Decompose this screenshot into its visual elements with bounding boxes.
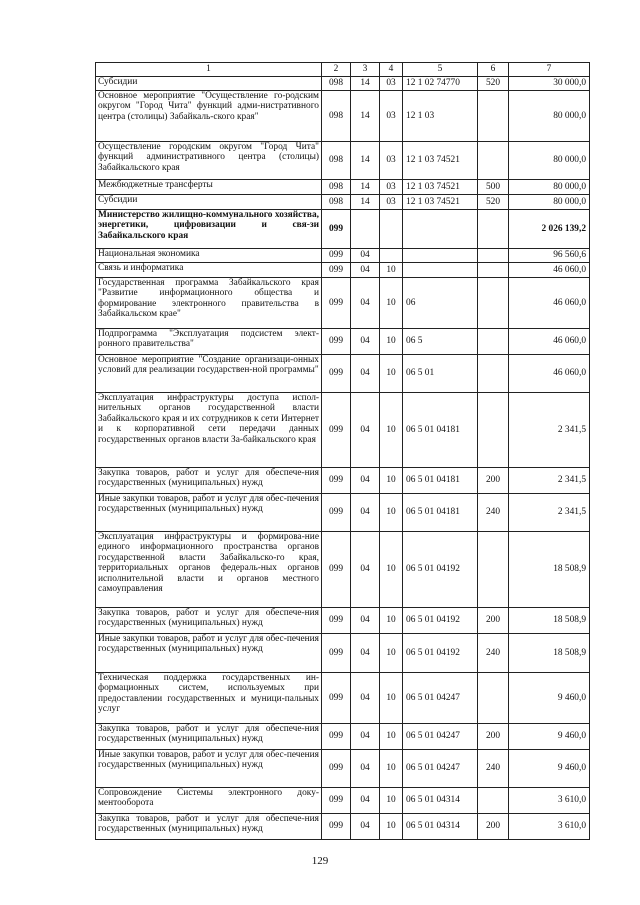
cell-expense-type	[478, 91, 509, 142]
table-row	[96, 210, 590, 249]
cell-section-code: 04	[351, 263, 380, 278]
cell-expense-type	[478, 788, 509, 814]
column-header: 5	[403, 63, 478, 77]
cell-expense-type	[478, 249, 509, 263]
cell-target-code: 06 5 01 04192	[403, 532, 478, 608]
cell-section-code: 04	[351, 468, 380, 494]
cell-ministry-code: 099	[322, 278, 351, 329]
cell-ministry-code: 098	[322, 180, 351, 195]
cell-amount: 9 460,0	[509, 750, 590, 788]
cell-subsection-code: 10	[380, 724, 403, 750]
row-name: Основное мероприятие "Создание организаци-онных условий для реализации государствен-ной программы"	[96, 355, 322, 393]
cell-section-code: 14	[351, 91, 380, 142]
cell-amount: 2 341,5	[509, 468, 590, 494]
cell-amount: 3 610,0	[509, 788, 590, 814]
row-name: Подпрограмма "Эксплуатация подсистем элект-ронного правительства"	[96, 329, 322, 355]
cell-ministry-code: 098	[322, 195, 351, 210]
cell-amount: 9 460,0	[509, 724, 590, 750]
row-name: Межбюджетные трансферты	[96, 180, 322, 195]
cell-subsection-code: 10	[380, 263, 403, 278]
cell-ministry-code: 099	[322, 724, 351, 750]
cell-ministry-code: 099	[322, 608, 351, 634]
cell-expense-type: 200	[478, 814, 509, 840]
cell-target-code: 06 5 01 04314	[403, 814, 478, 840]
table-row	[96, 142, 590, 180]
cell-subsection-code: 10	[380, 494, 403, 532]
cell-ministry-code: 099	[322, 210, 351, 249]
cell-ministry-code: 099	[322, 532, 351, 608]
row-name: Субсидии	[96, 77, 322, 91]
cell-target-code: 12 1 03	[403, 91, 478, 142]
cell-section-code: 04	[351, 532, 380, 608]
cell-target-code: 12 1 02 74770	[403, 77, 478, 91]
cell-ministry-code: 099	[322, 634, 351, 673]
cell-ministry-code: 099	[322, 249, 351, 263]
cell-expense-type: 500	[478, 180, 509, 195]
cell-amount: 18 508,9	[509, 634, 590, 673]
row-name: Эксплуатация инфраструктуры и формирова-ние единого информационного пространства органов государственной власти Забайкальско-го края, территориальных органов федераль-ных органов исполнительной власти и органов местного самоуправления	[96, 532, 322, 608]
cell-amount: 46 060,0	[509, 263, 590, 278]
row-name: Иные закупки товаров, работ и услуг для обес-печения государственных (муниципальных) нужд	[96, 750, 322, 788]
row-name: Государственная программа Забайкальского края "Развитие информационного общества и формирование электронного правительства в Забайкальском крае"	[96, 278, 322, 329]
cell-section-code: 04	[351, 788, 380, 814]
cell-target-code: 06 5 01	[403, 355, 478, 393]
row-name: Связь и информатика	[96, 263, 322, 278]
cell-section-code: 04	[351, 608, 380, 634]
cell-amount: 3 610,0	[509, 814, 590, 840]
row-name: Осуществление городским округом "Город Чита" функций административного центра (столицы) Забайкальского края	[96, 142, 322, 180]
table-row	[96, 788, 590, 814]
table-row	[96, 180, 590, 195]
cell-ministry-code: 099	[322, 814, 351, 840]
row-name: Эксплуатация инфраструктуры доступа испол-нительных органов государственной власти Забайкальского края и их сотрудников к сети Интернет и к корпоративной сети передачи данных государственных органов власти За-байкальского края	[96, 393, 322, 468]
budget-table-page	[95, 62, 589, 840]
cell-target-code: 12 1 03 74521	[403, 195, 478, 210]
column-header: 6	[478, 63, 509, 77]
cell-target-code: 06 5 01 04181	[403, 468, 478, 494]
cell-subsection-code: 03	[380, 91, 403, 142]
cell-expense-type	[478, 673, 509, 724]
table-row	[96, 494, 590, 532]
row-name: Закупка товаров, работ и услуг для обеспече-ния государственных (муниципальных) нужд	[96, 468, 322, 494]
cell-section-code: 04	[351, 750, 380, 788]
cell-section-code: 04	[351, 634, 380, 673]
cell-section-code: 04	[351, 393, 380, 468]
row-name: Иные закупки товаров, работ и услуг для обес-печения государственных (муниципальных) нужд	[96, 494, 322, 532]
cell-section-code	[351, 210, 380, 249]
column-header: 7	[509, 63, 590, 77]
cell-ministry-code: 099	[322, 673, 351, 724]
row-name: Закупка товаров, работ и услуг для обеспече-ния государственных (муниципальных) нужд	[96, 724, 322, 750]
table-row	[96, 91, 590, 142]
cell-target-code: 06 5 01 04192	[403, 634, 478, 673]
cell-subsection-code: 10	[380, 750, 403, 788]
cell-expense-type	[478, 532, 509, 608]
cell-ministry-code: 099	[322, 750, 351, 788]
cell-target-code: 12 1 03 74521	[403, 142, 478, 180]
cell-ministry-code: 099	[322, 468, 351, 494]
cell-amount: 80 000,0	[509, 91, 590, 142]
cell-expense-type	[478, 278, 509, 329]
cell-amount: 80 000,0	[509, 195, 590, 210]
cell-section-code: 14	[351, 142, 380, 180]
cell-subsection-code: 03	[380, 77, 403, 91]
cell-ministry-code: 098	[322, 142, 351, 180]
cell-amount: 80 000,0	[509, 180, 590, 195]
cell-subsection-code: 03	[380, 142, 403, 180]
cell-target-code: 06 5 01 04181	[403, 494, 478, 532]
budget-table	[95, 62, 590, 840]
cell-expense-type: 520	[478, 195, 509, 210]
cell-target-code: 12 1 03 74521	[403, 180, 478, 195]
cell-section-code: 14	[351, 180, 380, 195]
cell-target-code	[403, 263, 478, 278]
cell-subsection-code: 10	[380, 608, 403, 634]
cell-section-code: 14	[351, 195, 380, 210]
cell-target-code: 06 5 01 04192	[403, 608, 478, 634]
cell-ministry-code: 099	[322, 355, 351, 393]
table-row	[96, 249, 590, 263]
cell-expense-type: 240	[478, 750, 509, 788]
cell-section-code: 04	[351, 814, 380, 840]
cell-amount: 46 060,0	[509, 329, 590, 355]
column-header: 3	[351, 63, 380, 77]
cell-subsection-code: 10	[380, 355, 403, 393]
cell-section-code: 04	[351, 355, 380, 393]
row-name: Закупка товаров, работ и услуг для обеспече-ния государственных (муниципальных) нужд	[96, 608, 322, 634]
cell-expense-type	[478, 210, 509, 249]
cell-amount: 18 508,9	[509, 608, 590, 634]
cell-expense-type: 200	[478, 608, 509, 634]
table-row	[96, 263, 590, 278]
cell-amount: 46 060,0	[509, 355, 590, 393]
table-row	[96, 724, 590, 750]
table-row	[96, 750, 590, 788]
column-header: 1	[96, 63, 322, 77]
cell-subsection-code: 10	[380, 673, 403, 724]
table-row	[96, 608, 590, 634]
table-row	[96, 355, 590, 393]
cell-target-code: 06 5 01 04247	[403, 724, 478, 750]
row-name: Закупка товаров, работ и услуг для обеспече-ния государственных (муниципальных) нужд	[96, 814, 322, 840]
cell-section-code: 14	[351, 77, 380, 91]
cell-expense-type	[478, 329, 509, 355]
row-name: Техническая поддержка государственных ин-формационных систем, используемых при предоставлении государственных и муници-пальных услуг	[96, 673, 322, 724]
row-name: Национальная экономика	[96, 249, 322, 263]
row-name: Министерство жилищно-коммунального хозяйства, энергетики, цифровизации и свя-зи Забайкальского края	[96, 210, 322, 249]
cell-section-code: 04	[351, 329, 380, 355]
table-header-row	[96, 63, 590, 77]
table-row	[96, 673, 590, 724]
cell-ministry-code: 099	[322, 329, 351, 355]
cell-amount: 18 508,9	[509, 532, 590, 608]
cell-target-code: 06 5 01 04314	[403, 788, 478, 814]
table-row	[96, 77, 590, 91]
table-row	[96, 814, 590, 840]
cell-target-code: 06	[403, 278, 478, 329]
cell-ministry-code: 098	[322, 77, 351, 91]
cell-subsection-code: 03	[380, 180, 403, 195]
cell-section-code: 04	[351, 278, 380, 329]
column-header: 4	[380, 63, 403, 77]
cell-target-code: 06 5 01 04247	[403, 673, 478, 724]
cell-expense-type: 520	[478, 77, 509, 91]
cell-subsection-code	[380, 249, 403, 263]
cell-section-code: 04	[351, 249, 380, 263]
cell-amount: 46 060,0	[509, 278, 590, 329]
cell-subsection-code: 10	[380, 329, 403, 355]
cell-target-code: 06 5	[403, 329, 478, 355]
row-name: Субсидии	[96, 195, 322, 210]
cell-section-code: 04	[351, 724, 380, 750]
cell-amount: 30 000,0	[509, 77, 590, 91]
page-number: 129	[311, 855, 329, 867]
cell-subsection-code: 10	[380, 634, 403, 673]
table-row	[96, 195, 590, 210]
cell-ministry-code: 099	[322, 393, 351, 468]
table-row	[96, 532, 590, 608]
cell-target-code	[403, 210, 478, 249]
cell-subsection-code: 10	[380, 278, 403, 329]
cell-expense-type	[478, 142, 509, 180]
cell-amount: 96 560,6	[509, 249, 590, 263]
table-row	[96, 634, 590, 673]
cell-subsection-code: 10	[380, 468, 403, 494]
cell-section-code: 04	[351, 673, 380, 724]
cell-ministry-code: 099	[322, 788, 351, 814]
table-row	[96, 393, 590, 468]
cell-amount: 9 460,0	[509, 673, 590, 724]
cell-subsection-code: 10	[380, 393, 403, 468]
row-name: Основное мероприятие "Осуществление го-родским округом "Город Чита" функций адми-нистративного центра (столицы) Забайкаль-ского края"	[96, 91, 322, 142]
cell-expense-type: 240	[478, 494, 509, 532]
cell-expense-type	[478, 263, 509, 278]
column-header: 2	[322, 63, 351, 77]
table-row	[96, 329, 590, 355]
cell-amount: 80 000,0	[509, 142, 590, 180]
table-row	[96, 278, 590, 329]
cell-subsection-code: 10	[380, 814, 403, 840]
cell-target-code: 06 5 01 04247	[403, 750, 478, 788]
cell-expense-type: 200	[478, 724, 509, 750]
cell-subsection-code: 10	[380, 532, 403, 608]
row-name: Иные закупки товаров, работ и услуг для обес-печения государственных (муниципальных) нужд	[96, 634, 322, 673]
cell-ministry-code: 099	[322, 494, 351, 532]
cell-target-code: 06 5 01 04181	[403, 393, 478, 468]
cell-subsection-code: 03	[380, 195, 403, 210]
cell-amount: 2 341,5	[509, 393, 590, 468]
cell-amount: 2 026 139,2	[509, 210, 590, 249]
cell-expense-type: 200	[478, 468, 509, 494]
cell-target-code	[403, 249, 478, 263]
cell-expense-type	[478, 393, 509, 468]
cell-expense-type: 240	[478, 634, 509, 673]
cell-expense-type	[478, 355, 509, 393]
cell-section-code: 04	[351, 494, 380, 532]
cell-amount: 2 341,5	[509, 494, 590, 532]
cell-ministry-code: 098	[322, 91, 351, 142]
table-row	[96, 468, 590, 494]
cell-subsection-code: 10	[380, 788, 403, 814]
cell-subsection-code	[380, 210, 403, 249]
row-name: Сопровождение Системы электронного доку-ментооборота	[96, 788, 322, 814]
cell-ministry-code: 099	[322, 263, 351, 278]
